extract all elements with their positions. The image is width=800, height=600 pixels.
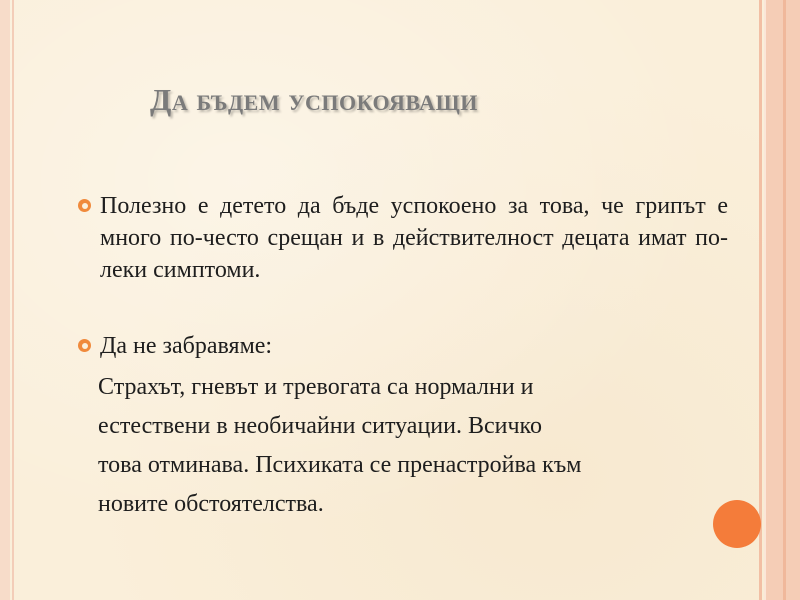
bullet-body-line: новите обстоятелства. — [98, 491, 324, 517]
bullet-icon — [78, 339, 91, 352]
bullet-body — [98, 368, 738, 524]
bullet-body-line: естествени в необичайни ситуации. Всичко — [98, 413, 542, 439]
slide-title: Да бъдем успокояващи — [150, 82, 478, 117]
bullet-heading: Да не забравяме: — [100, 333, 273, 359]
orange-circle-decoration — [713, 500, 761, 548]
right-decorative-line — [759, 0, 762, 600]
left-decorative-stripe — [0, 0, 10, 600]
bullet-icon — [78, 199, 91, 212]
right-decorative-line — [783, 0, 786, 600]
bullet-body-line: Страхът, гневът и тревогата са нормални и — [98, 374, 534, 400]
bullet-body-line: това отминава. Психиката се пренастройва към — [98, 452, 582, 478]
left-decorative-line — [12, 0, 14, 600]
bullet-text: Полезно е детето да бъде успокоено за това, че грипът е много по-често срещан и в действителност децата имат по-леки симптоми. — [100, 193, 728, 283]
